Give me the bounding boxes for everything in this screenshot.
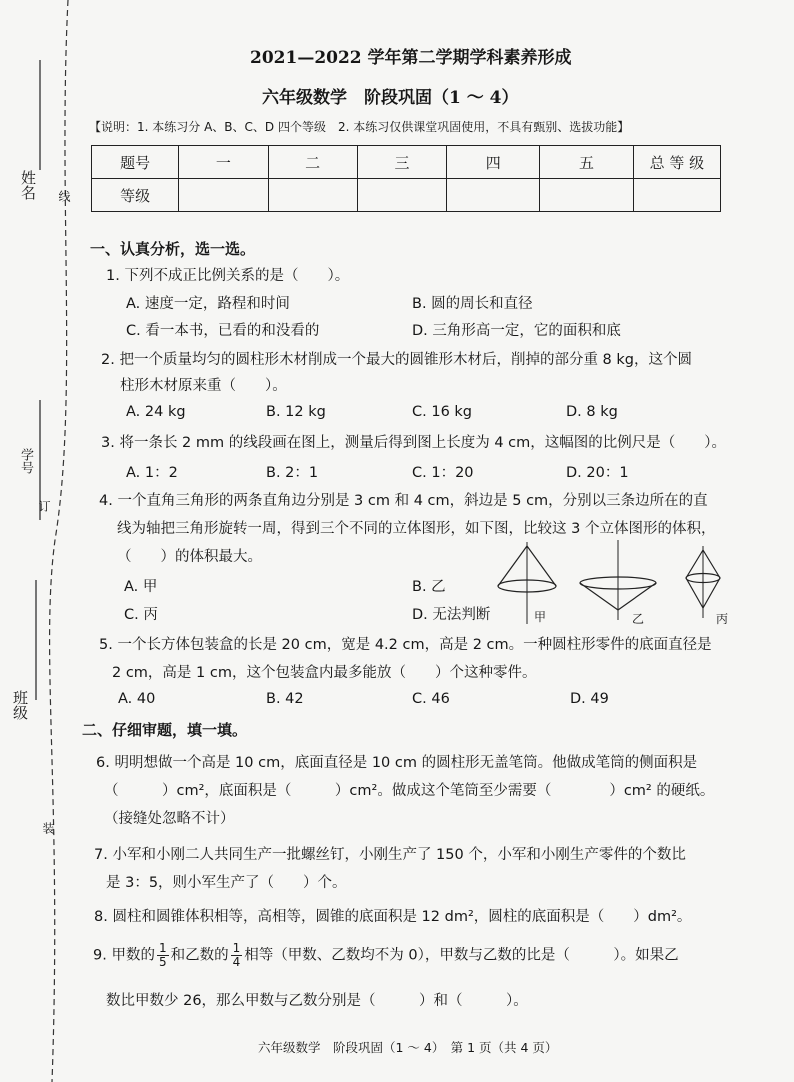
grade-header-cell: 二 <box>268 146 357 179</box>
fraction-one-fourth <box>231 942 243 969</box>
q2-option-a[interactable]: A. 24 kg <box>126 404 186 420</box>
question-5-line2: 2 cm，高是 1 cm，这个包装盒内最多能放（ ）个这种零件。 <box>112 665 537 681</box>
q3-option-d[interactable]: D. 20：1 <box>566 465 629 481</box>
question-4-line3: （ ）的体积最大。 <box>117 549 262 565</box>
fraction-denominator: 5 <box>158 955 167 969</box>
grade-cell[interactable] <box>633 179 720 212</box>
page-subtitle: 六年级数学 阶段巩固（1 ～ 4） <box>262 88 519 108</box>
question-6-line2: （ ）cm²，底面积是（ ）cm²。做成这个笔筒至少需要（ ）cm² 的硬纸。 <box>104 783 715 799</box>
double-cone-figure-bing <box>686 546 720 618</box>
q4-option-b[interactable]: B. 乙 <box>412 579 446 595</box>
grade-cell[interactable] <box>179 179 268 212</box>
q2-option-d[interactable]: D. 8 kg <box>566 404 618 420</box>
figure-label-bing: 丙 <box>716 612 729 626</box>
binding-margin <box>0 0 80 1082</box>
binding-ding-char: 订 <box>37 500 51 512</box>
fraction-denominator: 4 <box>232 955 241 969</box>
grade-header-cell: 四 <box>447 146 540 179</box>
q4-option-c[interactable]: C. 丙 <box>124 607 158 623</box>
binding-zhuang-char: 装 <box>41 822 55 834</box>
q9-middle: 和乙数的 <box>170 947 229 964</box>
question-7-line1: 7. 小军和小刚二人共同生产一批螺丝钉，小刚生产了 150 个，小军和小刚生产零件的个数比 <box>94 847 686 863</box>
q5-option-c[interactable]: C. 46 <box>412 691 450 707</box>
q5-option-b[interactable]: B. 42 <box>266 691 304 707</box>
question-6-line3: （接缝处忽略不计） <box>104 811 235 827</box>
grade-table-row <box>92 179 721 212</box>
q2-option-b[interactable]: B. 12 kg <box>266 404 326 420</box>
q3-option-c[interactable]: C. 1：20 <box>412 465 474 481</box>
cone-figure-yi <box>580 540 656 620</box>
q4-option-d[interactable]: D. 无法判断 <box>412 607 491 623</box>
cone-figure-jia <box>498 542 556 624</box>
page-footer: 六年级数学 阶段巩固（1 ～ 4） 第 1 页（共 4 页） <box>258 1040 558 1055</box>
question-5-line1: 5. 一个长方体包装盒的长是 20 cm，宽是 4.2 cm，高是 2 cm。一种圆柱形零件的底面直径是 <box>99 637 712 653</box>
grade-header-cell: 总 等 级 <box>633 146 720 179</box>
question-2-line2: 柱形木材原来重（ ）。 <box>120 378 287 394</box>
grade-header-cell: 三 <box>357 146 446 179</box>
student-id-label: 学号 <box>18 448 33 474</box>
instructions-note: 【说明：1. 本练习分 A、B、C、D 四个等级 2. 本练习仅供课堂巩固使用，不具有甄别、选拔功能】 <box>89 120 630 134</box>
name-label: 姓名 <box>19 170 37 200</box>
q1-option-d[interactable]: D. 三角形高一定，它的面积和底 <box>412 323 621 339</box>
grade-header-cell: 题号 <box>92 146 179 179</box>
figure-label-jia: 甲 <box>534 610 547 624</box>
question-9-line2: 数比甲数少 26，那么甲数与乙数分别是（ ）和（ ）。 <box>106 993 528 1009</box>
question-4-line2: 线为轴把三角形旋转一周，得到三个不同的立体图形，如下图，比较这 3 个立体图形的体积， <box>117 521 716 537</box>
grade-cell[interactable] <box>447 179 540 212</box>
fraction-numerator: 1 <box>232 941 241 955</box>
binding-line-char: 线 <box>57 190 71 202</box>
grade-header-cell: 五 <box>540 146 633 179</box>
q1-option-b[interactable]: B. 圆的周长和直径 <box>412 296 533 312</box>
grade-cell[interactable] <box>357 179 446 212</box>
fraction-numerator: 1 <box>158 941 167 955</box>
question-7-line2: 是 3：5，则小军生产了（ ）个。 <box>106 875 347 891</box>
grade-table <box>91 145 721 212</box>
question-1: 1. 下列不成正比例关系的是（ ）。 <box>106 268 350 284</box>
q3-option-b[interactable]: B. 2：1 <box>266 465 319 481</box>
q5-option-d[interactable]: D. 49 <box>570 691 609 707</box>
page-title: 2021—2022 学年第二学期学科素养形成 <box>250 48 572 68</box>
q9-suffix: 相等（甲数、乙数均不为 0），甲数与乙数的比是（ ）。如果乙 <box>244 947 679 964</box>
figure-label-yi: 乙 <box>632 612 645 626</box>
question-2-line1: 2. 把一个质量均匀的圆柱形木材削成一个最大的圆锥形木材后，削掉的部分重 8 kg，这个圆 <box>101 352 692 368</box>
question-3: 3. 将一条长 2 mm 的线段画在图上，测量后得到图上长度为 4 cm，这幅图的比例尺是（ ）。 <box>101 435 727 451</box>
question-4-line1: 4. 一个直角三角形的两条直角边分别是 3 cm 和 4 cm，斜边是 5 cm，分别以三条边所在的直 <box>99 493 708 509</box>
q2-option-c[interactable]: C. 16 kg <box>412 404 473 420</box>
class-label: 班级 <box>11 690 29 720</box>
grade-cell[interactable] <box>540 179 633 212</box>
question-8: 8. 圆柱和圆锥体积相等，高相等，圆锥的底面积是 12 dm²，圆柱的底面积是（ ）dm²。 <box>94 909 692 925</box>
q3-option-a[interactable]: A. 1：2 <box>126 465 178 481</box>
section2-heading: 二、仔细审题，填一填。 <box>82 721 248 739</box>
grade-header-cell: 一 <box>179 146 268 179</box>
grade-row-label: 等级 <box>92 179 179 212</box>
q1-option-c[interactable]: C. 看一本书，已看的和没看的 <box>126 323 320 339</box>
q5-option-a[interactable]: A. 40 <box>118 691 156 707</box>
fraction-one-fifth <box>157 942 169 969</box>
q4-option-a[interactable]: A. 甲 <box>124 579 158 595</box>
question-6-line1: 6. 明明想做一个高是 10 cm，底面直径是 10 cm 的圆柱形无盖笔筒。他做成笔筒的侧面积是 <box>96 755 698 771</box>
section1-heading: 一、认真分析，选一选。 <box>90 240 256 258</box>
q4-solids-figure <box>490 540 750 630</box>
grade-cell[interactable] <box>268 179 357 212</box>
grade-table-header-row <box>92 146 721 179</box>
question-9-line1 <box>93 942 679 969</box>
q1-option-a[interactable]: A. 速度一定，路程和时间 <box>126 296 290 312</box>
q9-prefix: 9. 甲数的 <box>93 947 155 964</box>
